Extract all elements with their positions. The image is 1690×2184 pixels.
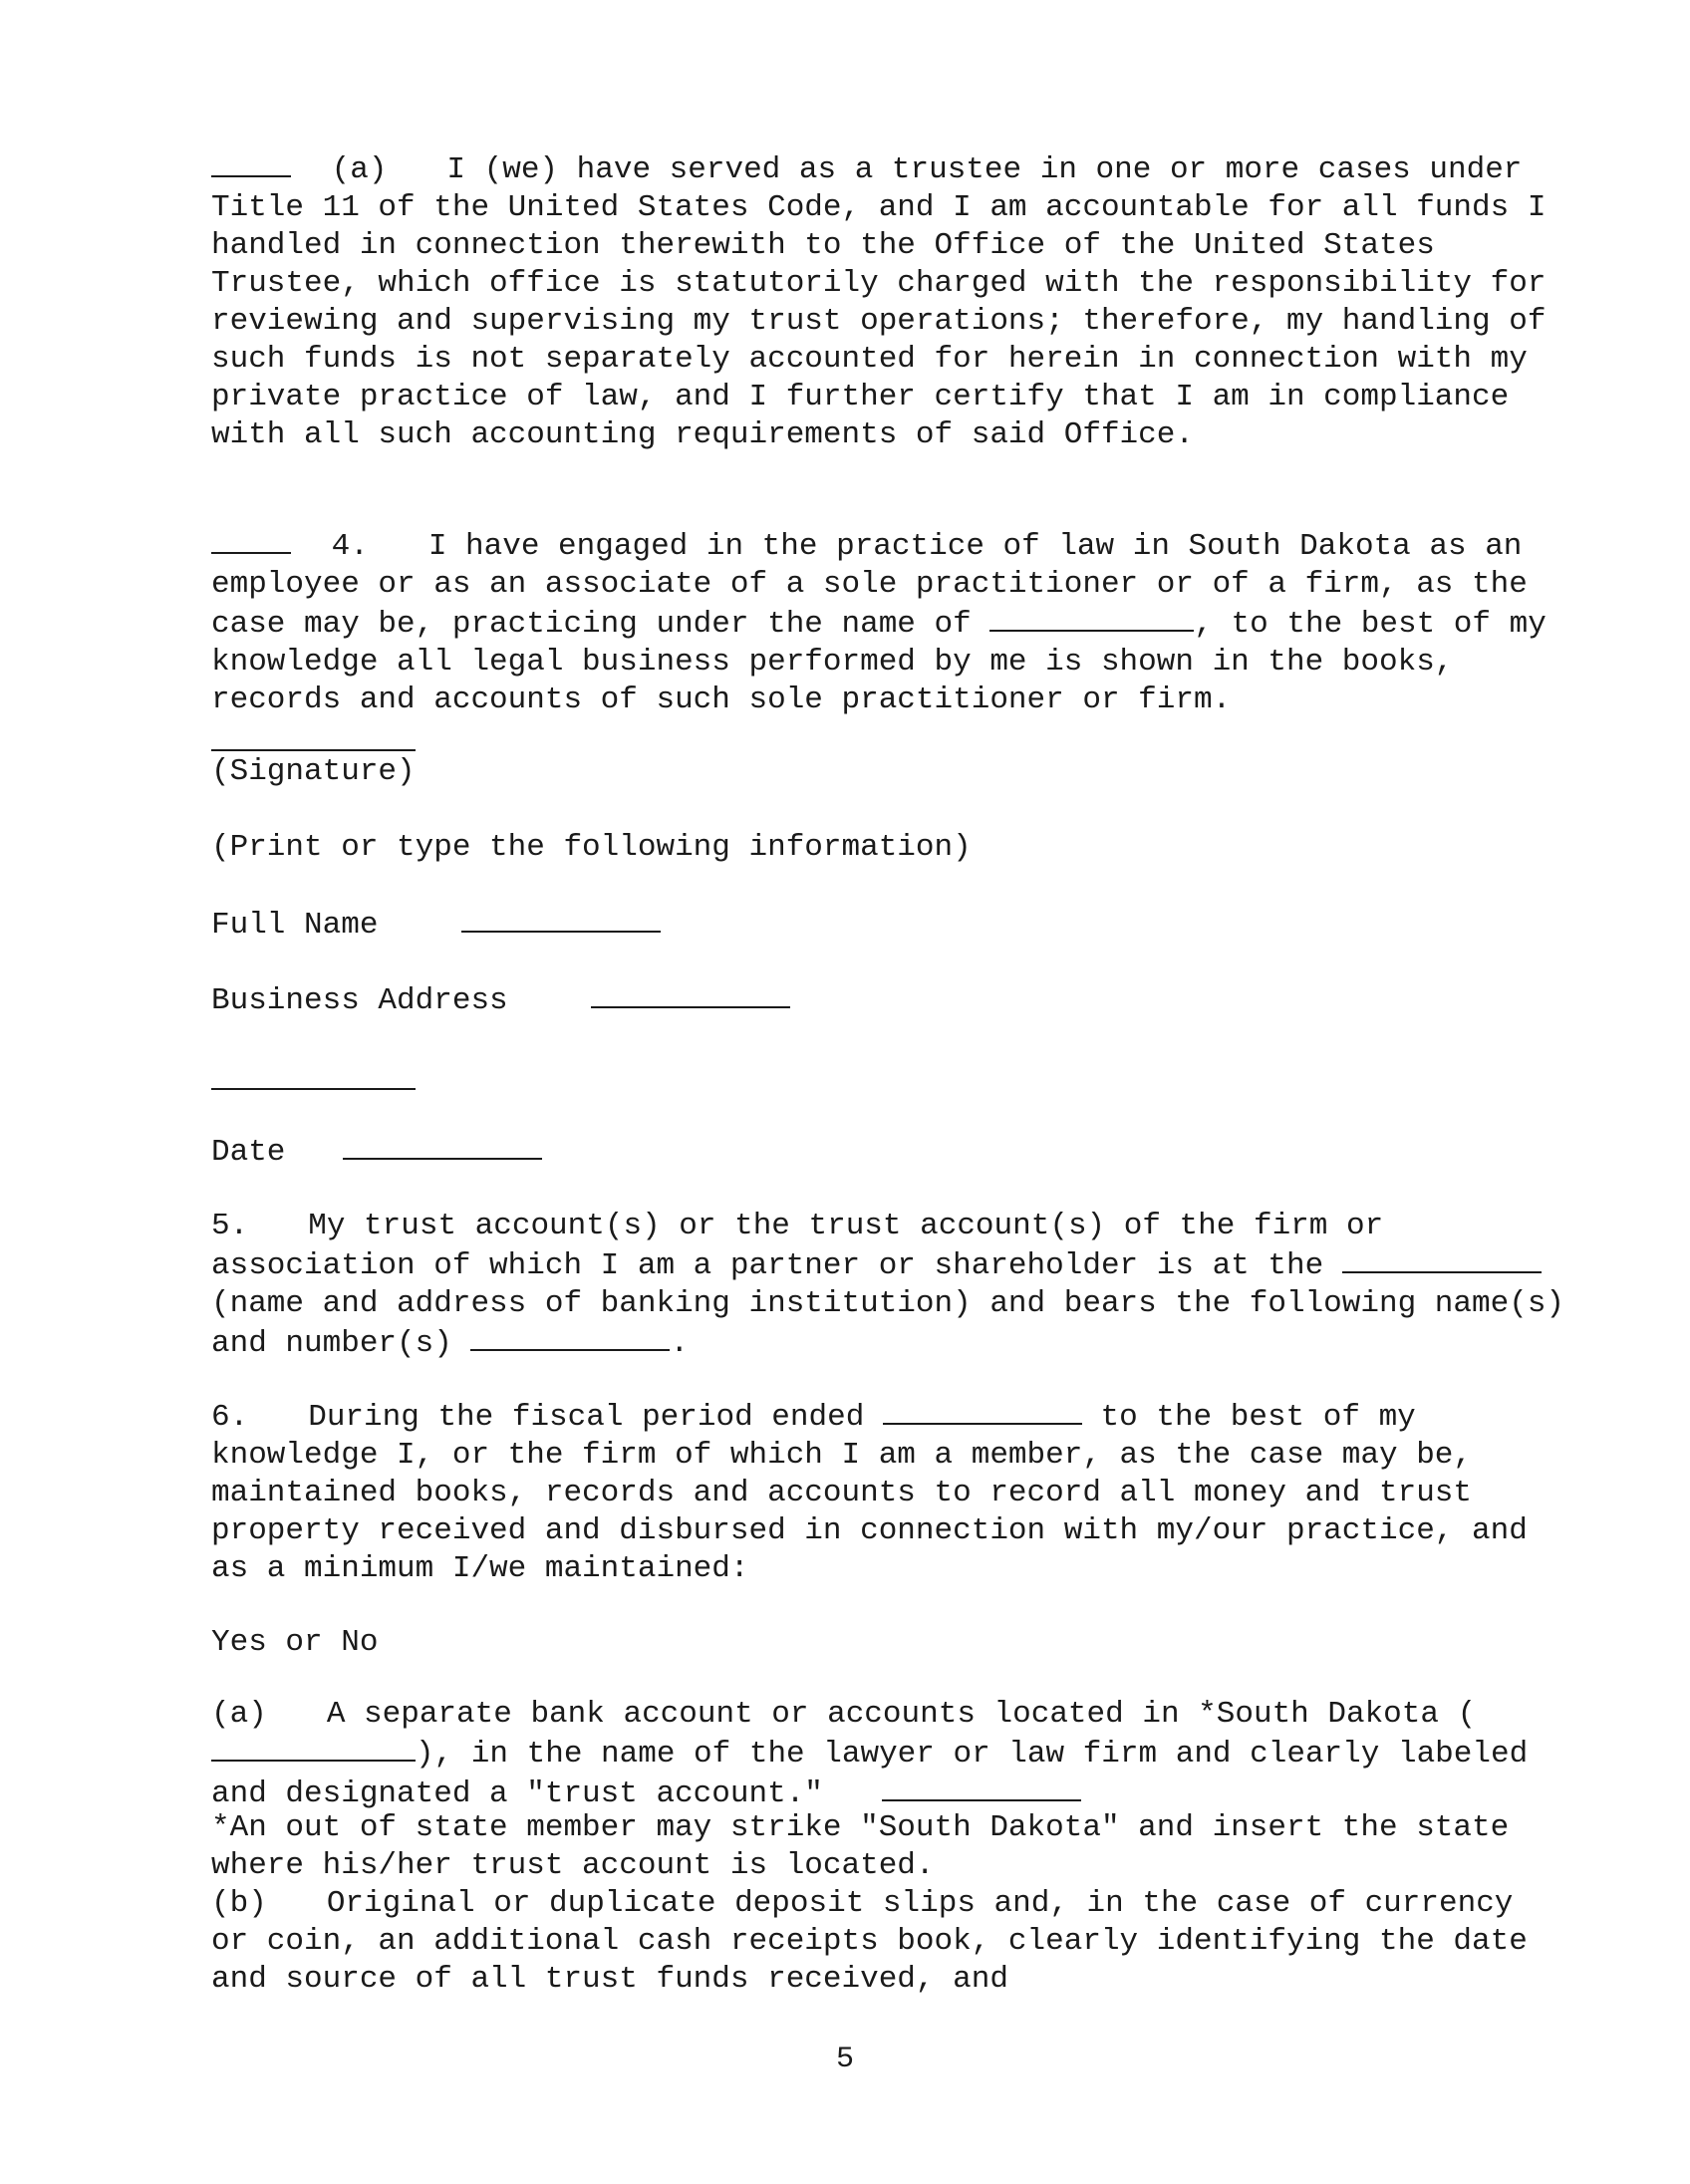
item-a-text: I (we) have served as a trustee in one or more cases under Title 11 of the United States Code, and I am accountable for all funds I handled in connection therewith to the Office of the United States Trustee, which office is statutorily charged with the responsibility for reviewing and supervising my trust operations; therefore, my handling of such funds is not separately accounted for herein in connection with my private practice of law, and I further certify that I am in compliance with all such accounting requirements of said Office.: [211, 152, 1547, 452]
address-line-2-row: [211, 1086, 416, 1090]
bank-institution-blank[interactable]: [1342, 1245, 1542, 1273]
item-5-text-end: .: [670, 1326, 690, 1361]
sub-a-text-2: ), in the name of the lawyer or law firm and clearly labeled and designated a "trust account.": [211, 1737, 1529, 1811]
item-5-paragraph: [211, 1208, 1566, 1363]
signature-label: (Signature): [211, 754, 416, 789]
print-instruction: (Print or type the following information): [211, 830, 972, 865]
fiscal-period-blank[interactable]: [883, 1397, 1082, 1425]
item-a-label: (a): [331, 152, 388, 187]
item-6-label: 6.: [211, 1400, 249, 1435]
item-5-text-1: My trust account(s) or the trust account(s) of the firm or association of which I am a partner or shareholder is at the: [211, 1209, 1384, 1283]
account-name-number-blank[interactable]: [470, 1323, 670, 1351]
business-address-line-2[interactable]: [211, 1086, 416, 1090]
date-label: Date: [211, 1135, 286, 1170]
item-4-text-before: I have engaged in the practice of law in South Dakota as an employee or as an associate of a sole practitioner or of a firm, as the case may be, practicing under the name of: [211, 529, 1528, 642]
item-5-label: 5.: [211, 1209, 249, 1243]
item-6-text-before: During the fiscal period ended: [308, 1400, 865, 1435]
trust-state-blank[interactable]: [211, 1734, 416, 1762]
sub-a-paren-open: (: [1457, 1697, 1477, 1732]
sub-b-paragraph: [211, 1885, 1566, 1999]
item-5-text-2: (name and address of banking institution) and bears the following name(s) and number(s): [211, 1286, 1565, 1361]
full-name-row: [211, 905, 661, 945]
sub-a-paragraph: [211, 1696, 1566, 1813]
yes-or-no-label: Yes or No: [211, 1625, 379, 1660]
item-4-paragraph: [211, 526, 1566, 719]
page-number: 5: [835, 2043, 854, 2076]
item-4-text-after: , to the best of my knowledge all legal business performed by me is shown in the books, records and accounts of such sole practitioner or firm.: [211, 607, 1547, 717]
sub-b-text: Original or duplicate deposit slips and, in the case of currency or coin, an additional cash receipts book, clearly identifying the date and source of all trust funds received, and: [211, 1886, 1528, 1997]
business-address-row: [211, 980, 790, 1020]
signature-line[interactable]: [211, 747, 416, 751]
date-blank[interactable]: [343, 1132, 542, 1160]
full-name-label: Full Name: [211, 908, 379, 943]
sub-a-label: (a): [211, 1697, 267, 1732]
sub-a-footnote: *An out of state member may strike "South Dakota" and insert the state where his/her trust account is located.: [211, 1810, 1510, 1883]
item-6-paragraph: [211, 1397, 1566, 1588]
signature-line-row: [211, 747, 416, 751]
business-address-label: Business Address: [211, 983, 508, 1018]
firm-name-blank[interactable]: [989, 604, 1194, 632]
item-4-label: 4.: [331, 529, 369, 564]
item-4-checkbox-blank[interactable]: [211, 526, 291, 554]
full-name-blank[interactable]: [461, 905, 661, 933]
business-address-blank[interactable]: [591, 980, 790, 1008]
item-a-checkbox-blank[interactable]: [211, 149, 291, 177]
sub-a-yes-no-blank[interactable]: [882, 1774, 1081, 1801]
item-6-text-after: to the best of my knowledge I, or the firm of which I am a member, as the case may be, maintained books, records and accounts to record all money and trust property received and disbursed in connection with my/our practice, and as a minimum I/we maintained:: [211, 1400, 1528, 1586]
sub-a-text-1: A separate bank account or accounts located in *South Dakota: [326, 1697, 1439, 1732]
item-a-paragraph: [211, 149, 1566, 454]
sub-b-label: (b): [211, 1886, 267, 1921]
date-row: [211, 1132, 542, 1172]
